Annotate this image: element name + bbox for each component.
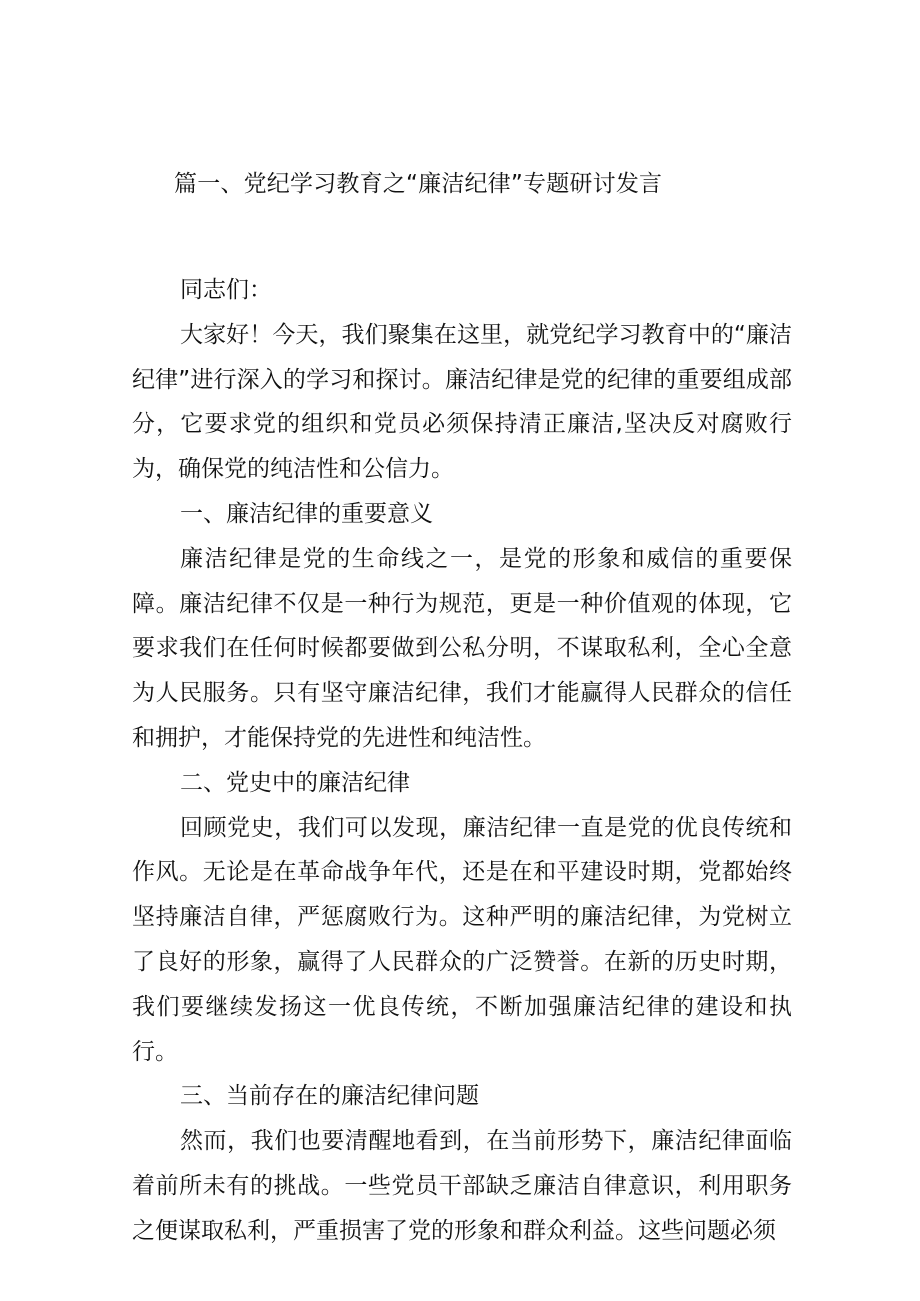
section-heading-2: 二、党史中的廉洁纪律 [180,769,410,796]
intro-paragraph: 大家好！今天，我们聚集在这里，就党纪学习教育中的“廉洁纪律”进行深入的学习和探讨。廉洁纪律是党的纪律的重要组成部分，它要求党的组织和党员必须保持清正廉洁,坚决反对腐败行为，确保党的纯洁性和公信力。 [132,321,792,483]
section-heading-1: 一、廉洁纪律的重要意义 [180,500,433,527]
document-title: 篇一、党纪学习教育之“廉洁纪律”专题研讨发言 [174,171,663,197]
section-paragraph-1: 廉洁纪律是党的生命线之一，是党的形象和威信的重要保障。廉洁纪律不仅是一种行为规范，更是一种价值观的体现，它要求我们在任何时候都要做到公私分明，不谋取私利，全心全意为人民服务。只有坚守廉洁纪律，我们才能赢得人民群众的信任和拥护，才能保持党的先进性和纯洁性。 [132,545,792,751]
salutation: 同志们： [180,277,272,303]
section-paragraph-2: 回顾党史，我们可以发现，廉洁纪律一直是党的优良传统和作风。无论是在革命战争年代，还是在和平建设时期，党都始终坚持廉洁自律，严惩腐败行为。这种严明的廉洁纪律，为党树立了良好的形象，赢得了人民群众的广泛赞誉。在新的历史时期，我们要继续发扬这一优良传统，不断加强廉洁纪律的建设和执行。 [132,814,792,1065]
section-heading-3: 三、当前存在的廉洁纪律问题 [180,1083,479,1110]
section-paragraph-3: 然而，我们也要清醒地看到，在当前形势下，廉洁纪律面临着前所未有的挑战。一些党员干部缺乏廉洁自律意识，利用职务之便谋取私利，严重损害了党的形象和群众利益。这些问题必须 [132,1128,792,1244]
document-body [132,268,792,1254]
